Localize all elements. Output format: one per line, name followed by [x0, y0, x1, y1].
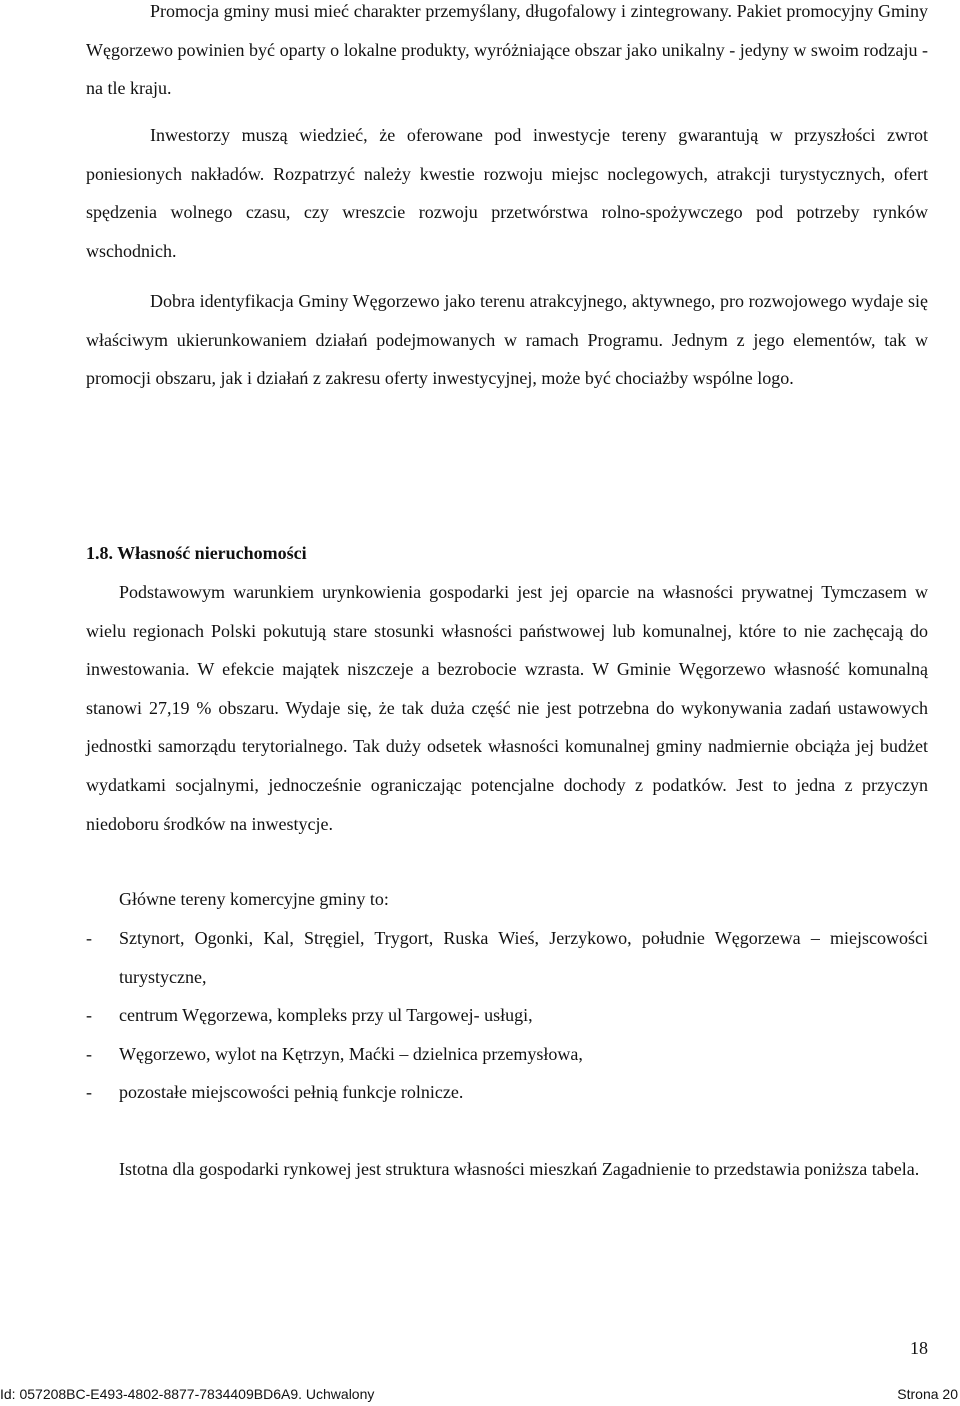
- list-dash: -: [86, 1082, 92, 1103]
- list-dash: -: [86, 1005, 92, 1026]
- paragraph-housing-structure: Istotna dla gospodarki rynkowej jest struktura własności mieszkań Zagadnienie to przedstawia poniższa tabela.: [119, 1159, 920, 1179]
- list-item-text: Sztynort, Ogonki, Kal, Stręgiel, Trygort, Ruska Wieś, Jerzykowo, południe Węgorzewa – miejscowości turystyczne,: [119, 928, 928, 987]
- footer-document-id: Id: 057208BC-E493-4802-8877-7834409BD6A9. Uchwalony: [0, 1386, 375, 1402]
- paragraph-property: Podstawowym warunkiem urynkowienia gospodarki jest jej oparcie na własności prywatnej Tymczasem w wielu regionach Polski pokutują stare stosunki własności państwowej lub komunalnej, które to nie zachęcają do inwestowania. W efekcie majątek niszczeje a bezrobocie wzrasta. W Gminie Węgorzewo własność komunalną stanowi 27,19 % obszaru. Wydaje się, że tak duża część nie jest potrzebna do wykonywania zadań ustawowych jednostki samorządu terytorialnego. Tak duży odsetek własności komunalnej gminy nadmiernie obciąża jej budżet wydatkami socjalnymi, jednocześnie ograniczając potencjalne dochody z podatków. Jest to jedna z przyczyn niedoboru środków na inwestycje.: [86, 582, 928, 834]
- commercial-areas-list: [86, 919, 928, 1112]
- paragraph-investors: Inwestorzy muszą wiedzieć, że oferowane pod inwestycje tereny gwarantują w przyszłości zwrot poniesionych nakładów. Rozpatrzyć należy kwestie rozwoju miejsc noclegowych, atrakcji turystycznych, ofert spędzenia wolnego czasu, czy wreszcie rozwoju przetwórstwa rolno-spożywczego pod potrzeby rynków wschodnich.: [86, 125, 928, 261]
- footer-page-label: Strona 20: [897, 1386, 958, 1402]
- paragraph-identification: Dobra identyfikacja Gminy Węgorzewo jako terenu atrakcyjnego, aktywnego, pro rozwojowego wydaje się właściwym ukierunkowaniem działań podejmowanych w ramach Programu. Jednym z jego elementów, tak w promocji obszaru, jak i działań z zakresu oferty inwestycyjnej, może być chociażby wspólne logo.: [86, 291, 928, 389]
- list-item: [86, 1073, 928, 1112]
- paragraph-promotion: Promocja gminy musi mieć charakter przemyślany, długofalowy i zintegrowany. Pakiet promocyjny Gminy Węgorzewo powinien być oparty o lokalne produkty, wyróżniające obszar jako unikalny - jedyny w swoim rodzaju - na tle kraju.: [86, 1, 928, 99]
- list-item: [86, 996, 928, 1035]
- list-item-text: centrum Węgorzewa, kompleks przy ul Targowej- usługi,: [119, 1005, 533, 1026]
- section-heading: 1.8. Własność nieruchomości: [86, 543, 307, 563]
- list-item-text: Węgorzewo, wylot na Kętrzyn, Maćki – dzielnica przemysłowa,: [119, 1043, 583, 1064]
- list-item-text: pozostałe miejscowości pełnią funkcje rolnicze.: [119, 1082, 464, 1103]
- list-dash: -: [86, 928, 92, 948]
- list-item: [86, 1035, 928, 1074]
- page-number: 18: [910, 1338, 928, 1358]
- list-item: [86, 919, 928, 996]
- list-dash: -: [86, 1043, 92, 1064]
- paragraph-commercial-areas-intro: Główne tereny komercyjne gminy to:: [119, 889, 389, 909]
